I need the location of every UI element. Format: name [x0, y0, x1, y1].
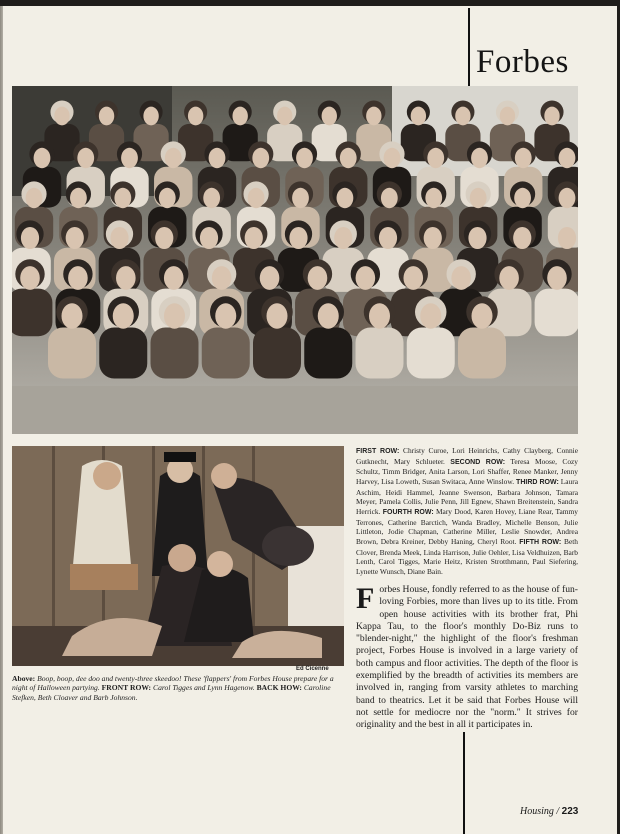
person-face: [159, 188, 176, 208]
person-face: [232, 107, 247, 126]
person-face: [547, 266, 567, 290]
person-face: [513, 227, 531, 249]
person-face: [20, 266, 40, 290]
row-label-first: FIRST ROW:: [356, 448, 400, 455]
caption-label-above: Above:: [12, 674, 36, 683]
person-face: [121, 148, 138, 168]
person-face: [544, 107, 559, 126]
person-face: [165, 148, 182, 168]
person-face: [384, 148, 401, 168]
person-face: [200, 227, 218, 249]
row-names-first: Christy Curoe, Lori Heinrichs, Cathy Clayberg, Connie Gutknecht, Mary Schlueter.: [356, 446, 578, 466]
person-face: [340, 148, 357, 168]
person-body: [253, 328, 301, 379]
person-face: [369, 303, 390, 329]
person-face: [248, 188, 265, 208]
person-face: [425, 188, 442, 208]
person-face: [322, 107, 337, 126]
person-face: [559, 188, 576, 208]
person-face: [99, 107, 114, 126]
person-face: [420, 303, 441, 329]
drop-cap: F: [356, 582, 375, 615]
person-body: [99, 328, 147, 379]
person-face: [289, 227, 307, 249]
footer-rule: [463, 732, 465, 834]
person-face: [500, 107, 515, 126]
halloween-photo: [12, 446, 344, 666]
person-body: [356, 328, 404, 379]
page-title: Forbes: [476, 44, 569, 80]
row-names-third: Laura Aschim, Heidi Hammel, Jeanne Swenson, Barbara Johnson, Tamara Meyer, Pamela Collis, Julie Penn, Jill Egnew, Shawn Breitenstein, Sandra Herrick.: [356, 476, 578, 516]
person-face: [381, 188, 398, 208]
group-photo-names: [356, 446, 578, 577]
person-face: [337, 188, 354, 208]
person-face: [215, 303, 236, 329]
person-face: [451, 266, 471, 290]
person-face: [308, 266, 328, 290]
person-face: [62, 303, 83, 329]
person-face: [54, 107, 69, 126]
person-face: [366, 107, 381, 126]
person-face: [21, 227, 39, 249]
row-label-fifth: FIFTH ROW:: [519, 538, 562, 546]
person-body: [202, 328, 250, 379]
photo-credit: Ed Cicenne: [296, 666, 329, 672]
person-face: [203, 188, 220, 208]
row-names-fourth: Mary Dood, Karen Hovey, Liane Rear, Tammy Terrones, Catherine Barctich, Wanda Bradley, Michelle Benson, Julie Littleton, Jodie Chapman, Catherine Miller, Leslie Snowder, Andrea Brown, Debra Kreiner, Debby Haning, Cheryl Root.: [356, 506, 578, 546]
title-rule: [468, 8, 470, 86]
person-face: [68, 266, 88, 290]
person-face: [455, 107, 470, 126]
article-text: orbes House, fondly referred to as the house of fun-loving Forbies, more than lives up to its title. From open house activities with its brother frat, Phi Kappa Tau, to the floor's monthly Do-Biz runs to "blender-night," the highlight of the floor's freshman project, Forbes House is involved in a large variety of both campus and floor activities. The depth of the floor is exemplified by the breadth of activities its members are involved in, ranging from varsity athletes to marching band to theatrics. Let it be said that Forbes House will not settle for mediocre nor the "norm." It strives for originality and the best in all it participates in.: [356, 584, 578, 731]
caption-text-front: Carol Tigges and Lynn Hagenow.: [153, 683, 255, 693]
person-face: [113, 303, 134, 329]
person-face: [209, 148, 226, 168]
person-face: [427, 148, 444, 168]
person-face: [514, 188, 531, 208]
person-face: [403, 266, 423, 290]
person-face: [267, 303, 288, 329]
person-face: [77, 148, 94, 168]
person-body: [458, 328, 506, 379]
person-body: [535, 289, 578, 337]
person-body: [407, 328, 455, 379]
person-face: [471, 148, 488, 168]
row-label-third: THIRD ROW:: [516, 478, 559, 486]
person-face: [318, 303, 339, 329]
group-photo: [12, 86, 578, 434]
person-face: [559, 148, 576, 168]
person-body: [151, 328, 199, 379]
person-body: [304, 328, 352, 379]
person-face: [558, 227, 576, 249]
person-face: [334, 227, 352, 249]
person-face: [143, 107, 158, 126]
person-face: [212, 266, 232, 290]
row-names-second: Teresa Moose, Cozy Schultz, Timm Bridger, Anita Larson, Lori Shaffer, Renee Manker, Jenny Harvey, Lisa Loweth, Susan Switaca, Anne Winslow.: [356, 456, 578, 486]
person-face: [472, 303, 493, 329]
person-face: [245, 227, 263, 249]
person-face: [110, 227, 128, 249]
person-face: [292, 188, 309, 208]
person-face: [515, 148, 532, 168]
person-face: [260, 266, 280, 290]
person-face: [277, 107, 292, 126]
page-folio: [520, 806, 578, 817]
person-face: [499, 266, 519, 290]
caption-label-back: BACK HOW:: [256, 683, 302, 693]
person-face: [114, 188, 131, 208]
person-face: [70, 188, 87, 208]
row-label-second: SECOND ROW:: [450, 458, 506, 466]
article-body: [356, 584, 578, 732]
folio-section: Housing /: [520, 806, 560, 817]
person-face: [66, 227, 84, 249]
caption-label-front: FRONT ROW:: [101, 683, 152, 693]
person-face: [470, 188, 487, 208]
row-label-fourth: FOURTH ROW:: [382, 508, 434, 516]
person-face: [26, 188, 43, 208]
person-face: [424, 227, 442, 249]
person-face: [296, 148, 313, 168]
caption-text-back: Caroline Stefken, Beth Cloaver and Barb Johnson.: [12, 683, 331, 702]
person-face: [188, 107, 203, 126]
person-face: [468, 227, 486, 249]
caption-text-above: Boop, boop, dee doo and twenty-three skeedoo! These 'flappers' from Forbes House prepare for a night of Halloween partying.: [12, 674, 334, 693]
person-face: [411, 107, 426, 126]
person-body: [48, 328, 96, 379]
person-body: [12, 289, 52, 337]
page-number: 223: [561, 806, 579, 817]
photo-caption: [12, 674, 346, 702]
person-face: [356, 266, 376, 290]
person-face: [34, 148, 51, 168]
row-names-fifth: Beth Clover, Brenda Meek, Linda Harrison, Julie Oehler, Lisa Veldhuizen, Barb Lenth, Carol Tigges, Marie Heitz, Kristen Strotthmann, Paul Siefering, Lynette Wunsch, Diane Bain.: [356, 536, 578, 576]
person-face: [164, 266, 184, 290]
person-face: [164, 303, 185, 329]
person-face: [379, 227, 397, 249]
person-face: [116, 266, 136, 290]
person-face: [155, 227, 173, 249]
person-face: [252, 148, 269, 168]
